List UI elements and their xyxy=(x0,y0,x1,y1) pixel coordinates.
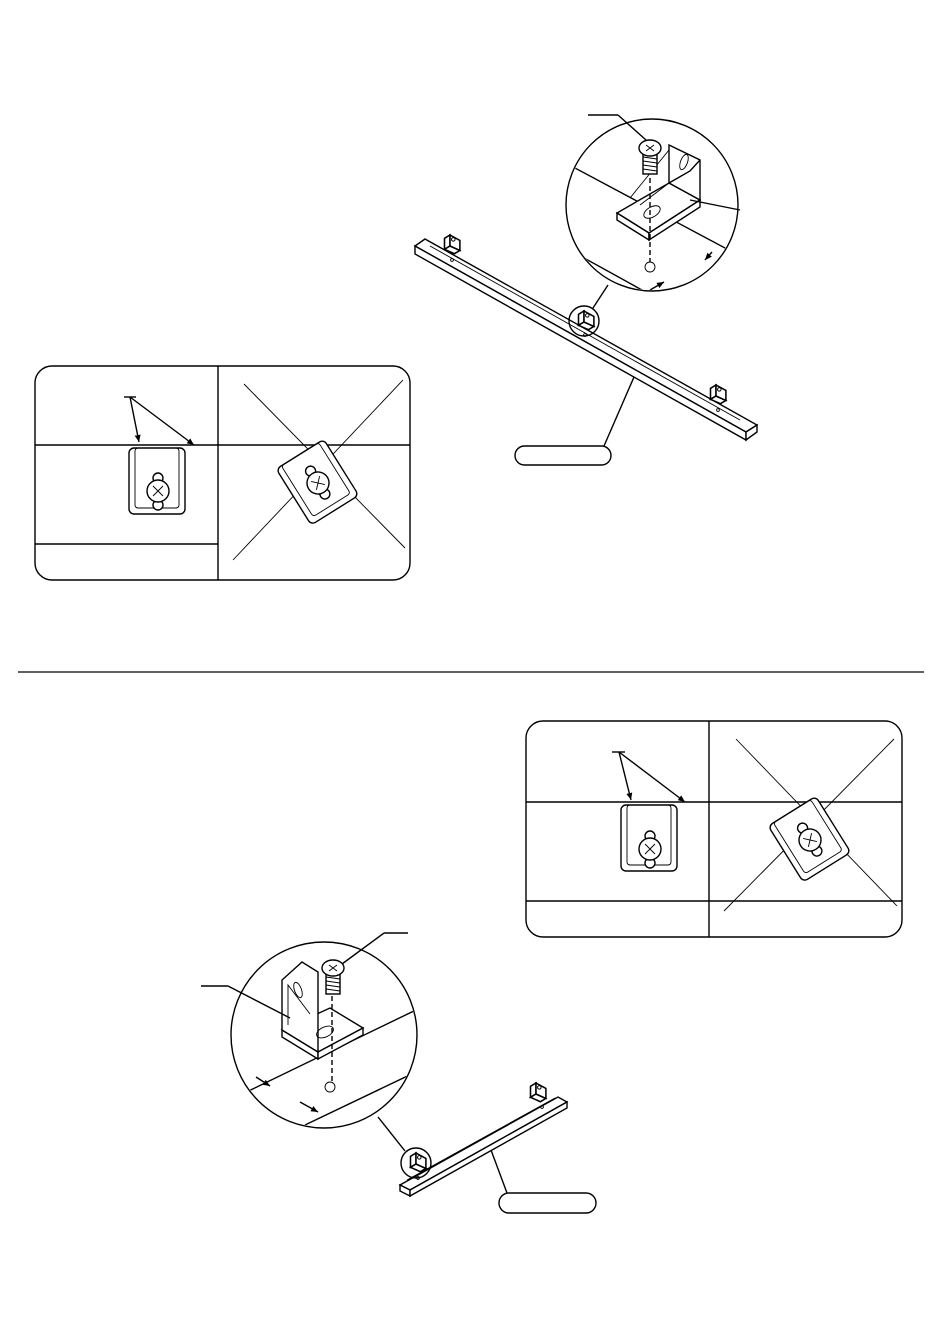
part-label-pill xyxy=(499,1193,596,1213)
detail-circle-top xyxy=(560,115,740,300)
step-top-diagram xyxy=(35,115,757,580)
board-top xyxy=(415,239,757,440)
board-bottom xyxy=(400,1097,567,1196)
correct-orientation-panel xyxy=(124,397,194,514)
incorrect-orientation-panel xyxy=(233,380,405,560)
step-bottom-diagram xyxy=(201,721,902,1213)
correct-orientation-panel xyxy=(612,752,685,871)
angle-bracket-icon xyxy=(282,962,363,1059)
angle-bracket-icon xyxy=(445,235,726,404)
screw-icon xyxy=(639,140,661,174)
orientation-panel-top xyxy=(35,366,410,580)
angle-bracket-icon xyxy=(617,145,700,240)
part-label-pill xyxy=(515,446,611,465)
incorrect-orientation-panel xyxy=(724,739,897,911)
orientation-panel-bottom xyxy=(526,721,902,937)
screw-icon xyxy=(322,960,344,994)
detail-circle-bottom xyxy=(201,933,420,1128)
